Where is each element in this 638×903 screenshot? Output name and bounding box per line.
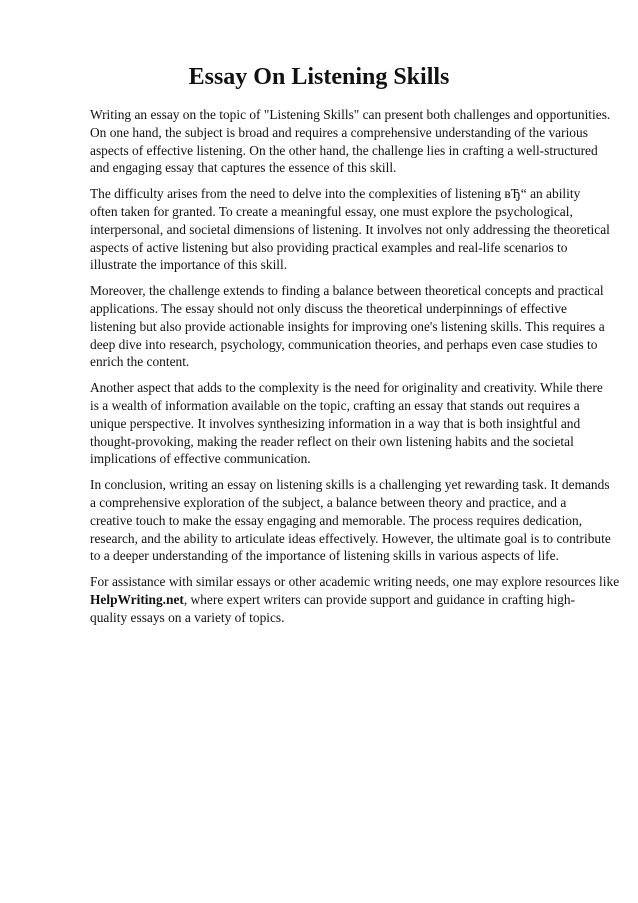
text-line: enrich the content. [90,354,190,370]
text-line: listening but also provide actionable insights for improving one's listening skills. This requires a [90,318,605,334]
text-line: Another aspect that adds to the complexity is the need for originality and creativity. While there [90,380,603,396]
paragraph-5 [90,476,611,565]
text-line: aspects of effective listening. On the other hand, the challenge lies in crafting a well-structured [90,142,598,158]
text-line: thought-provoking, making the reader reflect on their own listening habits and the societal [90,433,574,449]
text-line: to a deeper understanding of the importance of listening skills in various aspects of life. [90,548,559,564]
paragraph-3 [90,282,605,371]
text-line: often taken for granted. To create a meaningful essay, one must explore the psychological, [90,203,573,219]
text-line: applications. The essay should not only discuss the theoretical underpinnings of effective [90,300,567,316]
text-line: deep dive into research, psychology, communication theories, and perhaps even case studies to [90,336,598,352]
text-line: quality essays on a variety of topics. [90,609,285,625]
closing-paragraph [90,573,620,626]
text-line: In conclusion, writing an essay on listening skills is a challenging yet rewarding task. It demands [90,477,610,493]
document-body [90,106,620,635]
text-line: aspects of active listening but also providing practical examples and real-life scenarios to [90,239,568,255]
text-line: For assistance with similar essays or other academic writing needs, one may explore resources like [90,574,620,590]
paragraph-1 [90,106,611,177]
paragraph-2 [90,185,610,274]
text-line: unique perspective. It involves synthesizing information in a way that is both insightful and [90,415,581,431]
text-line: The difficulty arises from the need to delve into the complexities of listening вЂ“ an ability [90,186,581,202]
text-line: Moreover, the challenge extends to finding a balance between theoretical concepts and practical [90,283,604,299]
text-line: On one hand, the subject is broad and requires a comprehensive understanding of the various [90,124,588,140]
text-line: and engaging essay that captures the essence of this skill. [90,160,397,176]
text-line: a comprehensive exploration of the subject, a balance between theory and practice, and a [90,494,567,510]
paragraph-4 [90,379,602,468]
text-line-with-brand [90,591,602,609]
text-line: creative touch to make the essay engaging and memorable. The process requires dedication, [90,512,583,528]
text-line: is a wealth of information available on the topic, crafting an essay that stands out requires a [90,397,580,413]
text-line: interpersonal, and societal dimensions of listening. It involves not only addressing the theoretical [90,221,610,237]
closing-line-rest: , where expert writers can provide support and guidance in crafting high- [183,591,576,607]
text-line: research, and the ability to articulate ideas effectively. However, the ultimate goal is to contribute [90,530,611,546]
text-line: illustrate the importance of this skill. [90,257,288,273]
text-line: Writing an essay on the topic of "Listening Skills" can present both challenges and opportunities. [90,107,611,122]
helpwriting-link[interactable]: HelpWriting.net [90,591,184,607]
text-line: implications of effective communication. [90,451,311,467]
document-title: Essay On Listening Skills [188,64,450,90]
